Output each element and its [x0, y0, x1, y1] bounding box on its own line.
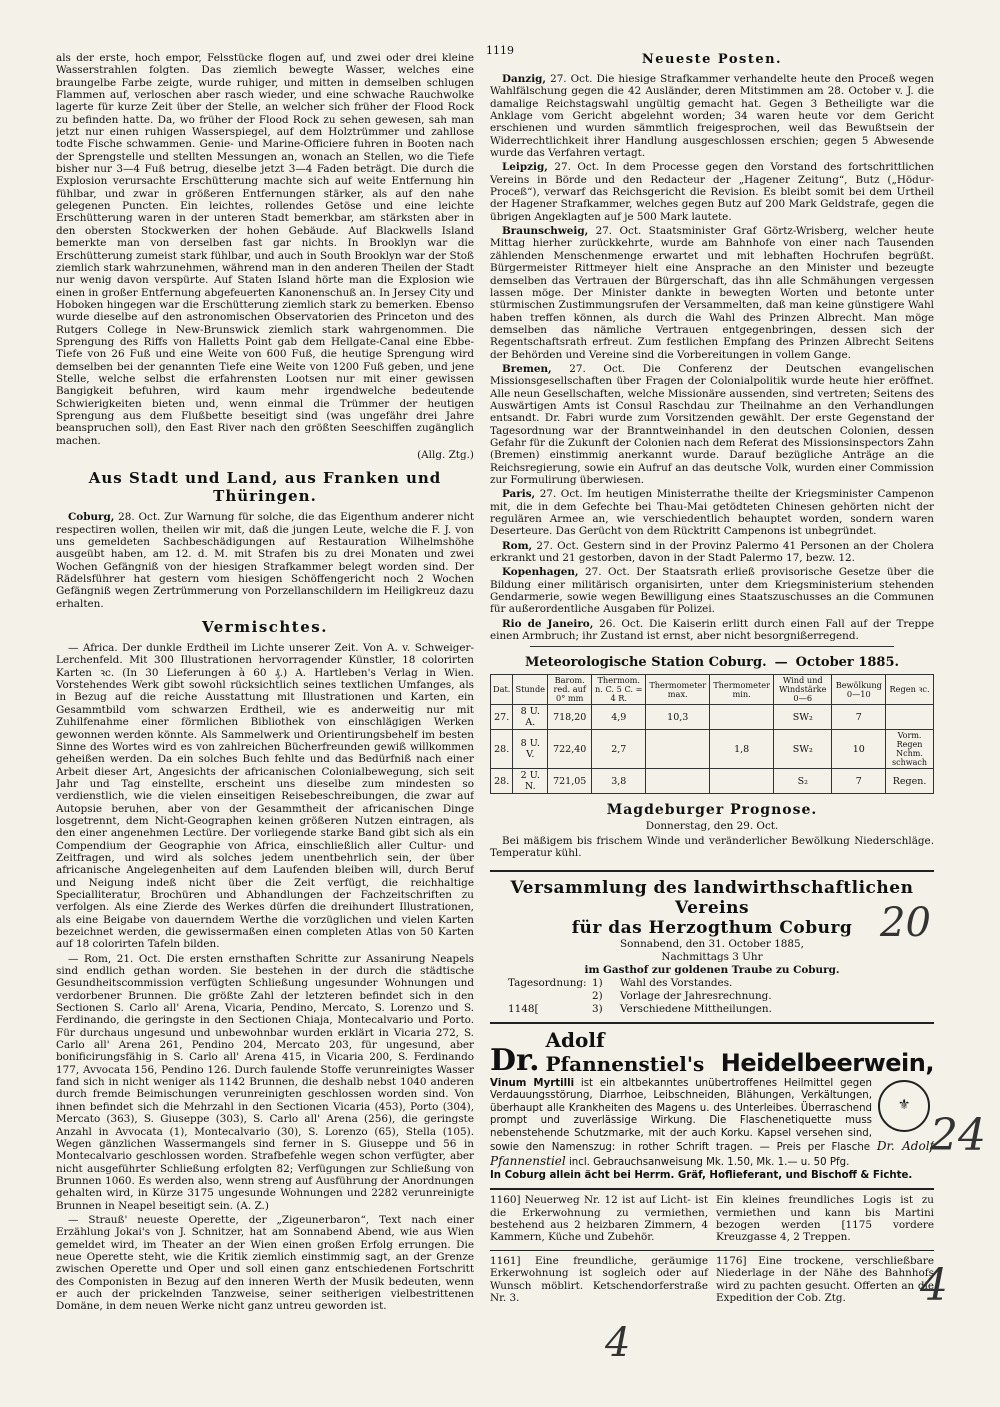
- coburg-text: Zur Warnung für solche, die das Eigenthum anderer nicht respectiren wollen, theilen wir mit, daß die jungen Leute, welche die F. J. von uns gemeldeten Sachbeschädigungen auf Restauration Wilhelmshöhe ausgeübt haben, am 12. d. M. mit Strafen bis zu drei Monaten und zwei Wochen Gefängniß von der hiesigen Strafkammer belegt worden sind. Der Rädelsführer hat gestern vom hiesigen Schöffengericht noch 2 Wochen Gefängniß wegen Zertrümmerung von Porzellanschildern im Heiligkreuz dazu erhalten.: [56, 511, 474, 610]
- table-cell: Regen.: [886, 769, 934, 794]
- ad-pf-latin: Vinum Myrtilli: [490, 1077, 575, 1089]
- post-text: In dem Processe gegen den Vorstand des fortschrittlichen Vereins in Börde und den Redacteur der „Hagener Zeitung“, Butz („Hödur-Proceß“), verwarf das Reichsgericht die Revision. Es bleibt somit bei dem Urtheil der Hagener Strafkammer, welches gegen Butz auf 200 Mark Geldstrafe, gegen die übrigen Angeklagten auf je 500 Mark lautete.: [490, 161, 934, 223]
- weather-header: Bewölkung 0—10: [832, 675, 886, 705]
- post-item: [490, 161, 934, 223]
- misc-africa: — Africa. Der dunkle Erdtheil im Lichte unserer Zeit. Von A. v. Schweiger-Lerchenfeld. Mit 300 Illustrationen hervorragender Künstler, 18 colorirten Karten ꝛc. (In 30 Lieferungen à 60 ₰.) A. Hartleben's Verlag in Wien. Vorstehendes Werk gibt sowohl rücksichtlich seines textlichen Umfanges, als in Bezug auf die reiche Ausstattung mit Illustrationen und Karten, ein Gesammtbild vom schwarzen Erdtheil, wie es anderweitig nur mit Zuhilfenahme einer förmlichen Bibliothek von einschlägigen Werken gewonnen werden könnte. Als Sammelwerk und Orientirungsbehelf im besten Sinne des Wortes wird es von zahlreichen Bücherfreunden gewiß willkommen geheißen werden. Da ein solches Buch fehlte und das Bedürfniß nach einer Arbeit dieser Art, Angesichts der africanischen Colonialbewegung, sich seit Jahr und Tag einstellte, erscheint uns dieselbe zum mindesten so verdienstlich, wie die vielen einseitigen Reisebeschreibungen, die zwar auf Autopsie beruhen, aber von der Gesammtheit der africanischen Dinge losgetrennt, dem Nicht-Geographen keinen größeren Nutzen eintragen, als den einer angenehmen Lectüre. Der vorliegende starke Band gibt sich als ein Compendium der Geographie von Africa, einschließlich aller Cultur- und Zeitfragen, und wird als solches jedem unentbehrlich sein, der über africanische Angelegenheiten auf dem Laufenden bleiben will, durch Beruf und Neigung indeß nicht über die Zeit verfügt, die reichhaltige Specialliteratur, Brochüren und Abhandlungen der Fachzeitschriften zu verfolgen. Als eine Zierde des Werkes dürfen die dreihundert Illustrationen, als eine Beigabe von dauerndem Werthe die vorzüglichen und vielen Karten bezeichnet werden, die gewissermaßen einen completen Atlas von 50 Karten auf 18 colorirten Tafeln bilden.: [56, 642, 474, 951]
- small-ads-row: [490, 1250, 934, 1305]
- prognose-date: Donnerstag, den 29. Oct.: [645, 820, 779, 833]
- ad-versammlung-time: Nachmittags 3 Uhr: [661, 950, 763, 963]
- intro-paragraph: als der erste, hoch empor, Felsstücke flogen auf, und zwei oder drei kleine Wasserstrahlen folgten. Das ziemlich bewegte Wasser, welches eine braungelbe Farbe zeigte, wurde ruhiger, und mitten in demselben schlugen Flammen auf, verloschen aber rasch wieder, und eine schwache Rauchwolke lagerte für kurze Zeit über der Stelle, an welcher sich früher der Flood Rock zu befinden hatte. Da, wo früher der Flood Rock zu sehen gewesen, sah man jetzt nur einen ruhigen Wasserspiegel, auf dem Holztrümmer und zahllose todte Fische schwammen. Genie- und Marine-Officiere fuhren in Booten nach der Sprengstelle und stellten Messungen an, wonach an Stellen, wo die Tiefe bisher nur 3—4 Fuß betrug, dieselbe jetzt 3—4 Faden beträgt. Die durch die Explosion verursachte Erschütterung machte sich auf weite Entfernung hin fühlbar, und zwar in größeren Entfernungen stärker, als auf den nahe gelegenen Puncten. Ein leichtes, rollendes Getöse und eine leichte Erschütterung waren in der unteren Stadt bemerkbar, am stärksten aber in den obersten Stockwerken der hohen Gebäude. Auf Blackwells Island bemerkte man von derselben fast gar nichts. In Brooklyn war die Erschütterung zumeist stark fühlbar, und auch in South Brooklyn war der Stoß ziemlich stark wahrzunehmen, während man in den anderen Theilen der Stadt nur wenig davon verspürte. Auf Staten Island hörte man die Explosion wie einen in großer Entfernung abgefeuerten Kanonenschuß an. In Jersey City und Hoboken hingegen war die Erschütterung ziemlich stark zu bemerken. Ebenso wurde dieselbe auf den astronomischen Observatorien des Princeton und des Rutgers College in New-Brunswick ziemlich stark wahrgenommen. Die Sprengung des Riffs von Halletts Point gab dem Hellgate-Canal eine Ebbe-Tiefe von 26 Fuß und eine Weite von 600 Fuß, die heutige Sprengung wird demselben bei der genannten Tiefe eine Weite von 1200 Fuß geben, und jene Stelle, welche selbst die erfahrensten Lootsen nur mit einer gewissen Bangigkeit befuhren, wird kaum mehr irgendwelche bedeutende Schwierigkeiten bieten und, wenn einmal die Trümmer der heutigen Sprengung aus dem Flußbette beseitigt sind (was ungefähr drei Jahre beanspruchen soll), den East River nach den größten Seeschiffen zugänglich machen.: [56, 52, 474, 447]
- post-date: 27. Oct.: [546, 73, 593, 85]
- ad-agenda: [508, 977, 934, 1016]
- table-cell: 2 U. N.: [513, 769, 548, 794]
- post-date: 27. Oct.: [578, 566, 630, 579]
- table-row: [491, 705, 934, 730]
- divider: [530, 646, 894, 647]
- ad-pfannenstiel-title: [490, 1028, 934, 1076]
- agenda-text: Vorlage der Jahresrechnung.: [620, 989, 772, 1002]
- post-item: [490, 488, 934, 537]
- ad-pf-product: Heidelbeerwein,: [720, 1048, 934, 1077]
- post-date: 26. Oct.: [593, 617, 644, 630]
- ad-versammlung: [490, 870, 934, 1016]
- agenda-text: Verschiedene Mittheilungen.: [620, 1002, 772, 1015]
- weather-table: [490, 674, 934, 794]
- right-column: [490, 52, 934, 1370]
- ad-pfannenstiel: [490, 1022, 934, 1183]
- misc-rom: — Rom, 21. Oct. Die ersten ernsthaften Schritte zur Assanirung Neapels sind endlich gethan worden. Sie bestehen in der durch die städtische Gesundheitscommission verfügten Schließung ungesunder Wohnungen und verdorbener Brunnen. Die größte Zahl der letzteren befindet sich in den Sectionen S. Carlo all' Arena, Vicaria, Pendino, Mercato, S. Lorenzo und S. Ferdinando, die geringste in den Sectionen Chiaja, Montecalvario und Porto. Für durchaus ungesund und unbewohnbar wurden erklärt in Vicaria 272, S. Carlo all' Arena 261, Pendino 204, Mercato 203, für ungesund, aber bonificirungsfähig in S. Carlo all' Arena 415, in Vicaria 200, S. Ferdinando 177, Avvocata 156, Pendino 126. Durch faulende Stoffe verunreinigtes Wasser fand sich in nicht weniger als 1142 Brunnen, die deshalb nebst 1040 anderen durch fremde Beimischungen verunreinigten geschlossen worden sind. Von ihnen befindet sich die Mehrzahl in den Sectionen Vicaria (453), Porto (304), Mercato (363), S. Giuseppe (303), S. Carlo all' Arena (256), die geringste Anzahl in Avvocata (1), Montecalvario (30), S. Lorenzo (65), Stella (105). Wegen gänzlichen Wassermangels sind ferner in S. Giuseppe und 56 in Montecalvario geschlossen worden. Strafbefehle wegen schon verfügter, aber nicht ausgeführter Schließung erfolgten 82; Verfügungen zur Schließung von Brunnen 1060. Es werden also, wenn streng auf Ausführung der Anordnungen gehalten wird, in Kürze 3175 ungesunde Wohnungen und 2282 verunreinigte Brunnen in Neapel beseitigt sein. (A. Z.): [56, 952, 474, 1212]
- table-cell: [646, 769, 710, 794]
- table-cell: 27.: [491, 705, 513, 730]
- post-item: [490, 566, 934, 615]
- post-text: Die Kaiserin erlitt durch einen Fall auf der Treppe einen Armbruch; ihr Zustand ist ernst, aber nicht besorgnißerregend.: [490, 617, 934, 643]
- post-place: Danzig,: [502, 73, 547, 85]
- list-item: [508, 977, 934, 990]
- weather-header: Thermometer min.: [710, 675, 774, 705]
- post-item: [490, 73, 934, 159]
- table-cell: 4,9: [592, 705, 646, 730]
- weather-header: Dat.: [491, 675, 513, 705]
- table-cell: 8 U. V.: [513, 730, 548, 769]
- coburg-date: 28. Oct.: [114, 511, 161, 524]
- small-ads-row: [490, 1188, 934, 1244]
- weather-title-station: Meteorologische Station Coburg.: [524, 655, 767, 671]
- left-column: [56, 52, 474, 1362]
- post-place: Braunschweig,: [502, 225, 589, 238]
- post-date: 27. Oct.: [532, 539, 579, 552]
- section-title-neueste-posten: Neueste Posten.: [641, 52, 783, 67]
- post-place: Rom,: [502, 539, 533, 552]
- agenda-label: Tagesordnung:: [508, 976, 587, 989]
- ad-pf-price: incl. Gebrauchsanweisung Mk. 1.50, Mk. 1.— u. 50 Pfg.: [568, 1157, 850, 1169]
- page-number: 1119: [486, 44, 514, 57]
- agenda-num: 1): [592, 976, 603, 989]
- handwritten-mark: 20: [880, 900, 931, 946]
- small-ad: 1160] Neuerweg Nr. 12 ist auf Licht- ist die Erkerwohnung zu vermiethen, bestehend aus 2 heizbaren Zimmern, 4 Kammern, Küche und Zubehör.: [490, 1194, 708, 1244]
- coburg-article: [56, 511, 474, 610]
- intro-source: (Allg. Ztg.): [417, 449, 474, 461]
- weather-title-month: October 1885.: [795, 655, 900, 671]
- weather-header: Stunde: [513, 675, 548, 705]
- ad-pf-body: [490, 1078, 934, 1183]
- section-title-vermischtes: Vermischtes.: [202, 618, 328, 637]
- list-item: [508, 1003, 934, 1016]
- prognose-title: Magdeburger Prognose.: [606, 802, 818, 819]
- misc-strauss: — Strauß' neueste Operette, der „Zigeunerbaron“, Text nach einer Erzählung Jokai's von J. Schnitzer, hat am Sonnabend Abend, wie aus Wien gemeldet wird, im Theater an der Wien einen großen Erfolg errungen. Die neue Operette steht, wie die Kritik ziemlich einstimmig sagt, an der Grenze zwischen Operette und Oper und soll einen ganz entschiedenen Fortschritt des Componisten in Bezug auf den inneren Werth der Musik bedeuten, wenn er auch der prickelnden Tanzweise, seiner seitherigen vielbestrittenen Domäne, in dem neuen Werke nicht ganz untreu geworden ist.: [56, 1213, 474, 1313]
- table-cell: 722,40: [548, 730, 592, 769]
- weather-header: Barom. red. auf 0° mm: [548, 675, 592, 705]
- ad-pf-name: Adolf Pfannenstiel's: [545, 1027, 705, 1076]
- table-cell: 7: [832, 705, 886, 730]
- handwritten-mark: 24: [930, 1110, 986, 1161]
- weather-header: Wind und Windstärke 0—6: [774, 675, 832, 705]
- handwritten-mark: 4: [920, 1260, 948, 1311]
- post-text: Die hiesige Strafkammer verhandelte heute den Proceß wegen Wahlfälschung gegen die 42 Ausländer, deren Mitstimmen am 28. October v. J. die damalige Reichstagswahl ungültig gemacht hat. Gegen 3 Betheiligte war die Anklage vom Gericht abgelehnt worden; 34 waren heute vor dem Gericht erschienen und wurden sämmtlich freigesprochen, weil das Bewußtsein der Widerrechtlichkeit ihrer Handlung ausgeschlossen erschien; gegen 5 Abwesende wurde das Verfahren vertagt.: [490, 73, 934, 160]
- post-date: 27. Oct.: [547, 161, 600, 174]
- ad-pf-dr: Dr.: [490, 1042, 540, 1078]
- post-item: [490, 540, 934, 565]
- ad-versammlung-subtitle: für das Herzogthum Coburg: [571, 917, 853, 938]
- post-place: Kopenhagen,: [502, 566, 579, 579]
- ad-pf-signature: Dr. Adolf Pfannenstiel: [490, 1139, 934, 1169]
- agenda-num: 2): [592, 989, 603, 1002]
- table-cell: 721,05: [548, 769, 592, 794]
- small-ad: 1176] Eine trockene, verschließbare Niederlage in der Nähe des Bahnhofs wird zu pachten gesucht. Offerten an die Expedition der Cob. Ztg.: [716, 1254, 934, 1305]
- weather-header: Thermom. n. C. 5 C. = 4 R.: [592, 675, 646, 705]
- table-row: [491, 769, 934, 794]
- post-text: Die Conferenz der Deutschen evangelischen Missionsgesellschaften über Fragen der Colonialpolitik wurde heute hier eröffnet. Alle neun Gesellschaften, welche Missionäre aussenden, sind vertreten; Seitens des Auswärtigen Amts ist Consul Raschdau zur Theilnahme an den Verhandlungen entsandt. Dr. Fabri wurde zum Vorsitzenden gewählt. Der erste Gegenstand der Tagesordnung war der Branntweinhandel in den deutschen Colonien, dessen Gefahr für die Zukunft der Colonien nach dem Referat des Missionsinspectors Zahn (Bremen) einstimmig anerkannt wurde. Darauf bezügliche Anträge an die Reichsregierung, sowie ein Aufruf an das deutsche Volk, wurden einer Commission zur Formulirung überwiesen.: [490, 362, 934, 486]
- table-row: [491, 730, 934, 769]
- table-cell: [886, 705, 934, 730]
- post-text: Staatsminister Graf Görtz-Wrisberg, welcher heute Mittag hierher zurückkehrte, wurde am Bahnhofe von einer nach Tausenden zählenden Menschenmenge erwartet und mit lebhaften Hochrufen begrüßt. Bürgermeister Rittmeyer hielt eine Ansprache an den Minister und bezeugte demselben das Vertrauen der Bürgerschaft, das ihn alle Schmähungen vergessen lassen möge. Der Minister dankte in bewegten Worten und betonte unter stürmischen Zustimmungsrufen der Versammelten, daß man keine günstigere Wahl haben treffen können, als durch die Wahl des Prinzen Albrecht. Man möge demselben das nämliche Vertrauen entgegenbringen, dessen sich der Regentschaftsrath erfreut. Zum festlichen Empfang des Prinzen Albrecht Seitens der Behörden und Vereine sind die Vorbereitungen in vollem Gange.: [490, 225, 934, 361]
- ad-ref: 1148[: [508, 1002, 539, 1015]
- table-cell: [646, 730, 710, 769]
- table-cell: [710, 769, 774, 794]
- weather-header: Thermometer max.: [646, 675, 710, 705]
- ad-pf-dealer: In Coburg allein ächt bei Herrm. Gräf, Hoflieferant, und Bischoff & Fichte.: [490, 1169, 913, 1181]
- ad-pf-text: ist ein altbekanntes unübertroffenes Heilmittel gegen Verdauungsstörung, Diarrhoe, Leibschneiden, Blähungen, Verkältungen, überhaupt alle Krankheiten des Magens u. des Unterleibes. Überraschend prompt und zuverlässige Wirkung. Die Flaschenetiquette muss nebenstehende Schutzmarke, mit der auch Korku. Kapsel versehen sind, sowie den Namenszug: in rother Schrift tragen. — Preis per Flasche: [490, 1077, 872, 1154]
- post-item: [490, 618, 934, 643]
- small-ad: Ein kleines freundliches Logis ist zu vermiethen und kann bis Martini bezogen werden [1175 vordere Kreuzgasse 4, 2 Treppen.: [716, 1194, 934, 1244]
- post-item: [490, 363, 934, 486]
- post-text: Im heutigen Ministerrathe theilte der Kriegsminister Campenon mit, die in dem Gefechte bei Thau-Mai getödteten Chinesen gehörten nicht der regulären Armee an, wie verschiedentlich behauptet worden, sondern waren Deserteure. Das Gerücht von dem Rücktritt Campenons ist unbegründet.: [490, 488, 934, 538]
- prognose-text: Bei mäßigem bis frischem Winde und veränderlicher Bewölkung Niederschläge. Temperatur kühl.: [490, 834, 934, 860]
- table-cell: 28.: [491, 730, 513, 769]
- post-text: Gestern sind in der Provinz Palermo 41 Personen an der Cholera erkrankt und 21 gestorben, davon in der Stadt Palermo 17, bezw. 12.: [490, 539, 934, 565]
- list-item: [508, 990, 934, 1003]
- table-cell: SW₂: [774, 705, 832, 730]
- table-cell: 7: [832, 769, 886, 794]
- trademark-seal-icon: ⚜: [878, 1080, 930, 1132]
- weather-header-row: [491, 675, 934, 705]
- ad-versammlung-place: im Gasthof zur goldenen Traube zu Coburg.: [584, 963, 840, 976]
- ad-versammlung-date: Sonnabend, den 31. October 1885,: [620, 937, 804, 950]
- section-title-stadt-land: Aus Stadt und Land, aus Franken und Thüringen.: [88, 469, 442, 506]
- table-cell: [710, 705, 774, 730]
- handwritten-mark: 4: [605, 1320, 631, 1366]
- small-ad: 1161] Eine freundliche, geräumige Erkerwohnung ist sogleich oder auf Wunsch möblirt. Ketschendorferstraße Nr. 3.: [490, 1254, 708, 1305]
- table-cell: 28.: [491, 769, 513, 794]
- agenda-text: Wahl des Vorstandes.: [620, 976, 733, 989]
- post-place: Paris,: [502, 488, 536, 501]
- table-cell: 1,8: [710, 730, 774, 769]
- weather-title: Meteorologische Station Coburg. — October 1885.: [524, 655, 900, 671]
- table-cell: SW₂: [774, 730, 832, 769]
- weather-header: Regen ꝛc.: [886, 675, 934, 705]
- agenda-num: 3): [592, 1002, 603, 1015]
- post-place: Leipzig,: [502, 161, 548, 174]
- table-cell: 10,3: [646, 705, 710, 730]
- post-item: [490, 225, 934, 361]
- coburg-place: Coburg,: [68, 511, 115, 524]
- table-cell: 10: [832, 730, 886, 769]
- table-cell: 2,7: [592, 730, 646, 769]
- ad-versammlung-title: Versammlung des landwirthschaftlichen Vereins: [510, 877, 914, 918]
- post-place: Rio de Janeiro,: [502, 617, 594, 630]
- table-cell: 3,8: [592, 769, 646, 794]
- table-cell: S₂: [774, 769, 832, 794]
- post-date: 27. Oct.: [588, 225, 642, 238]
- post-text: Der Staatsrath erließ provisorische Gesetze über die Bildung einer militärisch organisirten, unter dem Kriegsministerium stehenden Gendarmerie, sowie wegen Bewilligung eines Staatszuschusses an die Communen für außerordentliche Ausgaben für Polizei.: [490, 566, 934, 616]
- table-cell: 718,20: [548, 705, 592, 730]
- post-place: Bremen,: [502, 362, 552, 375]
- table-cell: Vorm. Regen Nchm. schwach: [886, 730, 934, 769]
- post-date: 27. Oct.: [535, 488, 583, 501]
- post-date: 27. Oct.: [551, 362, 626, 375]
- table-cell: 8 U. A.: [513, 705, 548, 730]
